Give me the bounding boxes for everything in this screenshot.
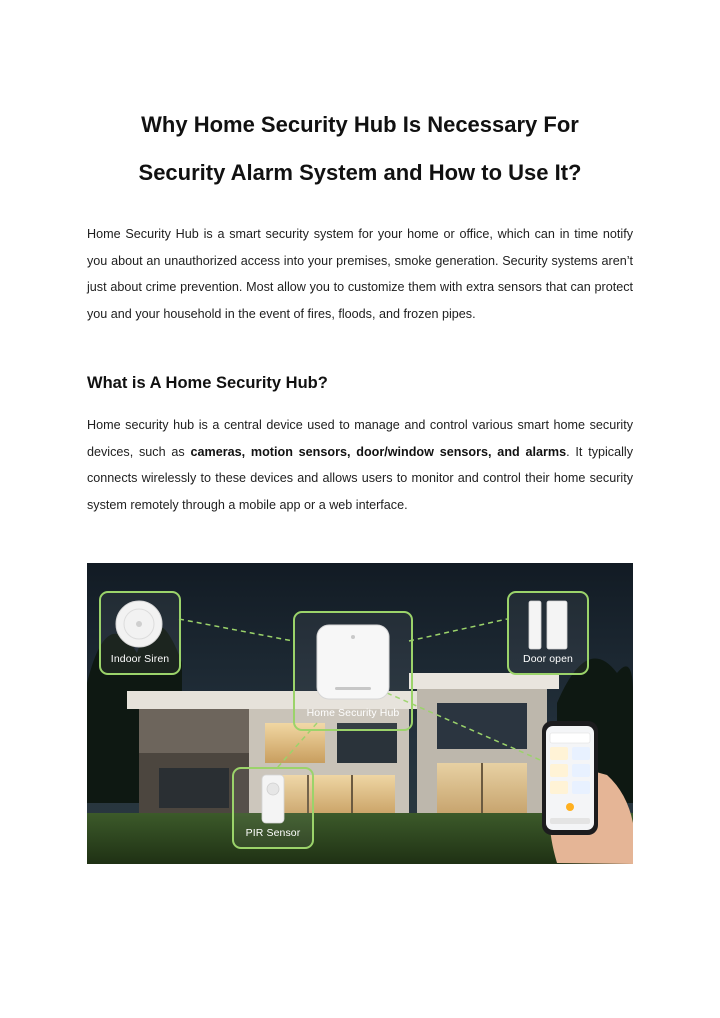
article-title-line-1: Why Home Security Hub Is Necessary For	[141, 112, 579, 137]
hub-label: Home Security Hub	[306, 707, 400, 719]
door-open-label: Door open	[523, 653, 573, 665]
siren-device-icon	[101, 595, 179, 655]
intro-paragraph: Home Security Hub is a smart security system for your home or office, which can in time notify you about an unauthorized access into your premises, smoke generation. Security systems aren’t just about crime prevention. Most allow you to customize them with extra sensors that can protect you and your household in the event of fires, floods, and frozen pipes.	[87, 227, 633, 321]
pir-sensor-label: PIR Sensor	[245, 827, 301, 839]
section-text-after: . It typically connects wirelessly to these devices and allows users to monitor and control their home security system remotely through a mobile app or a web interface.	[87, 444, 633, 512]
section-heading: What is A Home Security Hub?	[87, 374, 328, 392]
section-text-before: Home security hub is a central device used to manage and control various smart home security devices, such as	[87, 418, 633, 459]
indoor-siren-callout	[99, 591, 181, 675]
pir-sensor-icon	[234, 771, 312, 829]
door-sensor-icon	[509, 595, 587, 655]
door-open-callout	[507, 591, 589, 675]
indoor-siren-label: Indoor Siren	[110, 653, 170, 665]
hub-callout	[293, 611, 413, 731]
section-text-bold: cameras, motion sensors, door/window sensors, and alarms	[190, 444, 567, 459]
section-paragraph	[87, 412, 633, 518]
hub-device-icon	[295, 617, 411, 711]
pir-sensor-callout	[232, 767, 314, 849]
hero-image	[87, 563, 633, 864]
article-title-line-2: Security Alarm System and How to Use It?	[138, 160, 582, 185]
